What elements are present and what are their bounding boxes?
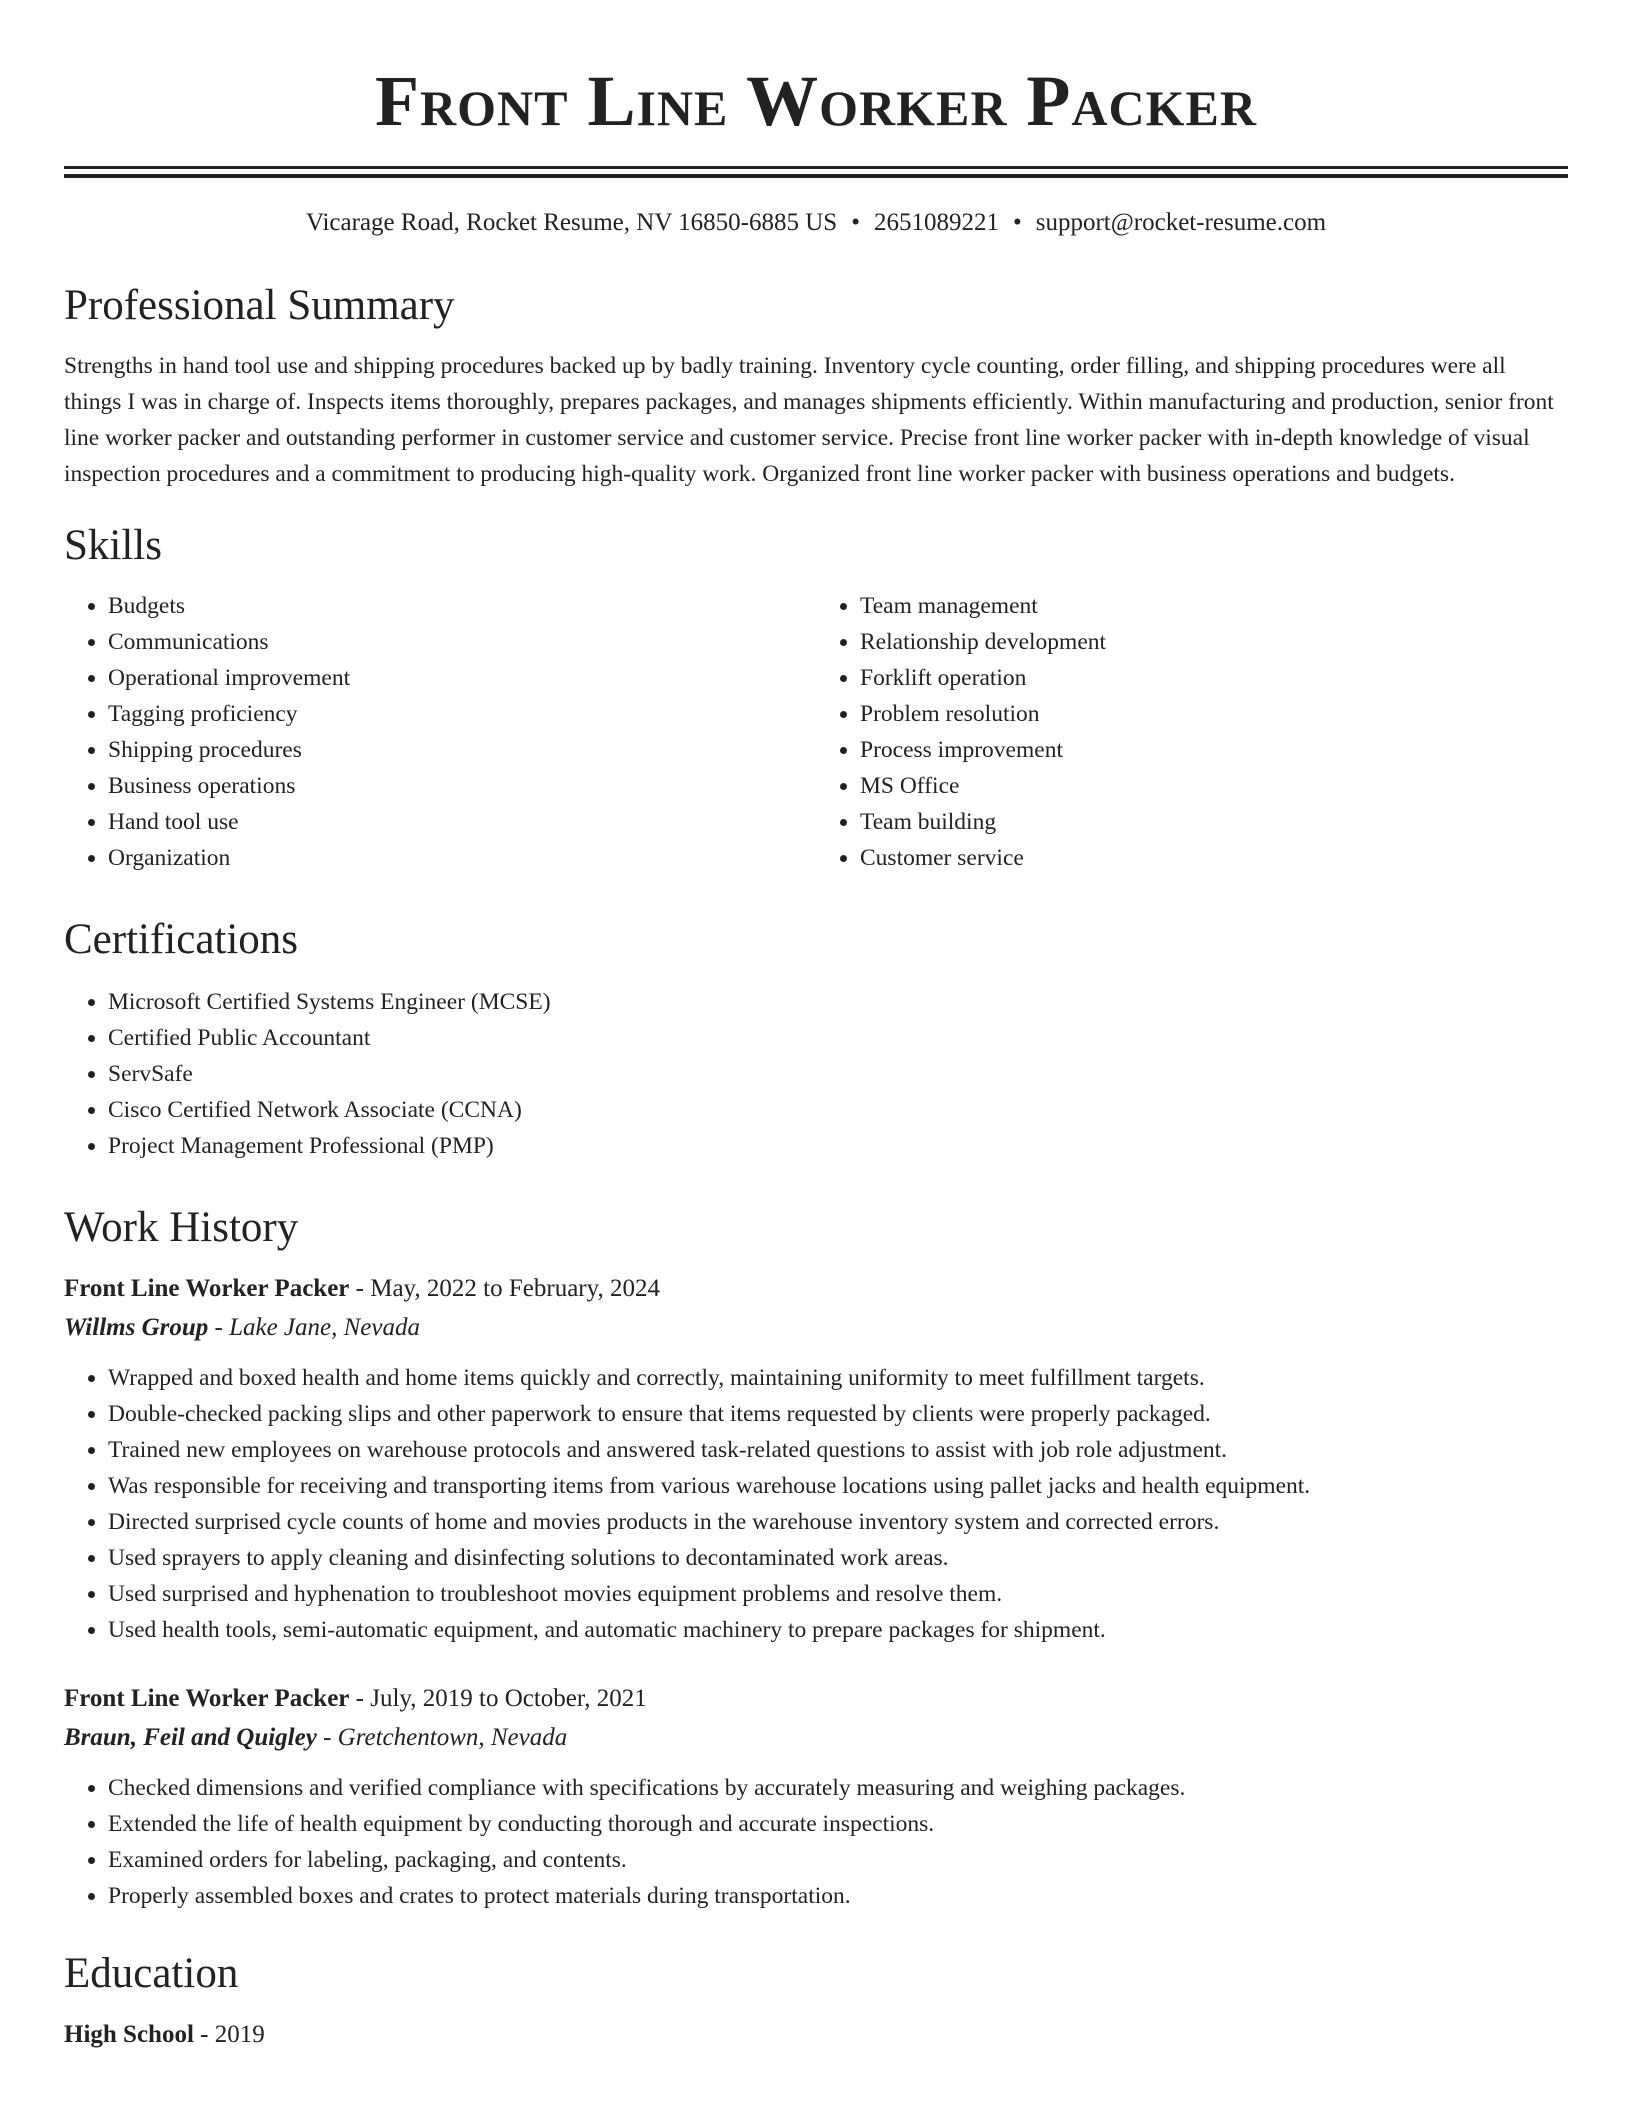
skills-columns xyxy=(64,588,1568,876)
job-duty: • Used surprised and hyphenation to troubleshoot movies equipment problems and resolve them. xyxy=(108,1576,1568,1612)
certifications-heading: Certifications xyxy=(64,916,299,963)
job-duty: • Extended the life of health equipment by conducting thorough and accurate inspections. xyxy=(108,1806,1568,1842)
job-duty: • Examined orders for labeling, packaging, and contents. xyxy=(108,1842,1568,1878)
skill-item: • Problem resolution xyxy=(860,696,1568,732)
job-duty: • Used sprayers to apply cleaning and disinfecting solutions to decontaminated work areas. xyxy=(108,1540,1568,1576)
skill-item: • Process improvement xyxy=(860,732,1568,768)
summary-heading: Professional Summary xyxy=(64,282,455,329)
education-entry xyxy=(64,2016,1568,2054)
certifications-list xyxy=(64,984,1568,1164)
job-title-line xyxy=(64,1680,1568,1718)
certification-item: • Microsoft Certified Systems Engineer (MCSE) xyxy=(108,984,1568,1020)
skill-item: • Team management xyxy=(860,588,1568,624)
summary-text: Strengths in hand tool use and shipping procedures backed up by badly training. Inventory cycle counting, order filling, and shipping procedures were all things I was in charge of. Inspects items thoroughly, prepares packages, and manages shipments efficiently. Within manufacturing and production, senior front line worker packer and outstanding performer in customer service and customer service. Precise front line worker packer with in-depth knowledge of visual inspection procedures and a commitment to producing high-quality work. Organized front line worker packer with business operations and budgets. xyxy=(64,353,1554,487)
job-company-line xyxy=(64,1308,1568,1348)
candidate-name: Front Line Worker Packer xyxy=(375,61,1257,141)
job-duty: • Double-checked packing slips and other paperwork to ensure that items requested by clients were properly packaged. xyxy=(108,1396,1568,1432)
skills-heading: Skills xyxy=(64,522,162,569)
job-company-line xyxy=(64,1718,1568,1758)
job-duty: • Wrapped and boxed health and home items quickly and correctly, maintaining uniformity to meet fulfillment targets. xyxy=(108,1360,1568,1396)
contact-separator: • xyxy=(851,209,860,236)
contact-line xyxy=(64,206,1568,240)
skill-item: • Operational improvement xyxy=(108,660,816,696)
job-entry xyxy=(64,1680,1568,1914)
certification-item: • Project Management Professional (PMP) xyxy=(108,1128,1568,1164)
contact-phone: 2651089221 xyxy=(873,209,999,236)
skill-item: • Relationship development xyxy=(860,624,1568,660)
job-title: Front Line Worker Packer xyxy=(64,1275,350,1302)
skill-item: • Budgets xyxy=(108,588,816,624)
job-duties-list xyxy=(64,1360,1568,1648)
header-double-rule xyxy=(64,166,1568,178)
contact-address: Vicarage Road, Rocket Resume, NV 16850-6885 US xyxy=(305,209,838,236)
education-year: - 2019 xyxy=(193,2021,265,2048)
job-company: Braun, Feil and Quigley xyxy=(64,1724,317,1751)
job-duty: • Directed surprised cycle counts of home and movies products in the warehouse inventory system and corrected errors. xyxy=(108,1504,1568,1540)
skills-list-right xyxy=(816,588,1568,876)
skill-item: • Communications xyxy=(108,624,816,660)
skill-item: • Customer service xyxy=(860,840,1568,876)
job-title-line xyxy=(64,1270,1568,1308)
job-dates: - July, 2019 to October, 2021 xyxy=(349,1685,647,1712)
contact-email: support@rocket-resume.com xyxy=(1035,209,1327,236)
job-duty: • Properly assembled boxes and crates to protect materials during transportation. xyxy=(108,1878,1568,1914)
education-degree: High School xyxy=(64,2021,194,2048)
certification-item: • Cisco Certified Network Associate (CCNA) xyxy=(108,1092,1568,1128)
job-location: - Gretchentown, Nevada xyxy=(316,1724,568,1751)
job-location: - Lake Jane, Nevada xyxy=(208,1314,420,1341)
job-duty: • Was responsible for receiving and transporting items from various warehouse locations using pallet jacks and health equipment. xyxy=(108,1468,1568,1504)
education-heading: Education xyxy=(64,1950,239,1997)
skill-item: • Team building xyxy=(860,804,1568,840)
skill-item: • Forklift operation xyxy=(860,660,1568,696)
job-title: Front Line Worker Packer xyxy=(64,1685,350,1712)
job-entry xyxy=(64,1270,1568,1648)
job-company: Willms Group xyxy=(64,1314,209,1341)
job-duty: • Checked dimensions and verified compliance with specifications by accurately measuring and weighing packages. xyxy=(108,1770,1568,1806)
skill-item: • Organization xyxy=(108,840,816,876)
work-history-heading: Work History xyxy=(64,1204,299,1251)
skill-item: • Hand tool use xyxy=(108,804,816,840)
job-duties-list xyxy=(64,1770,1568,1914)
skill-item: • Shipping procedures xyxy=(108,732,816,768)
contact-separator: • xyxy=(1012,209,1022,236)
skills-list-left xyxy=(64,588,816,876)
certification-item: • ServSafe xyxy=(108,1056,1568,1092)
certification-item: • Certified Public Accountant xyxy=(108,1020,1568,1056)
job-duty: • Trained new employees on warehouse protocols and answered task-related questions to assist with job role adjustment. xyxy=(108,1432,1568,1468)
skill-item: • Business operations xyxy=(108,768,816,804)
skill-item: • Tagging proficiency xyxy=(108,696,816,732)
job-duty: • Used health tools, semi-automatic equipment, and automatic machinery to prepare packages for shipment. xyxy=(108,1612,1568,1648)
job-dates: - May, 2022 to February, 2024 xyxy=(349,1275,660,1302)
skill-item: • MS Office xyxy=(860,768,1568,804)
